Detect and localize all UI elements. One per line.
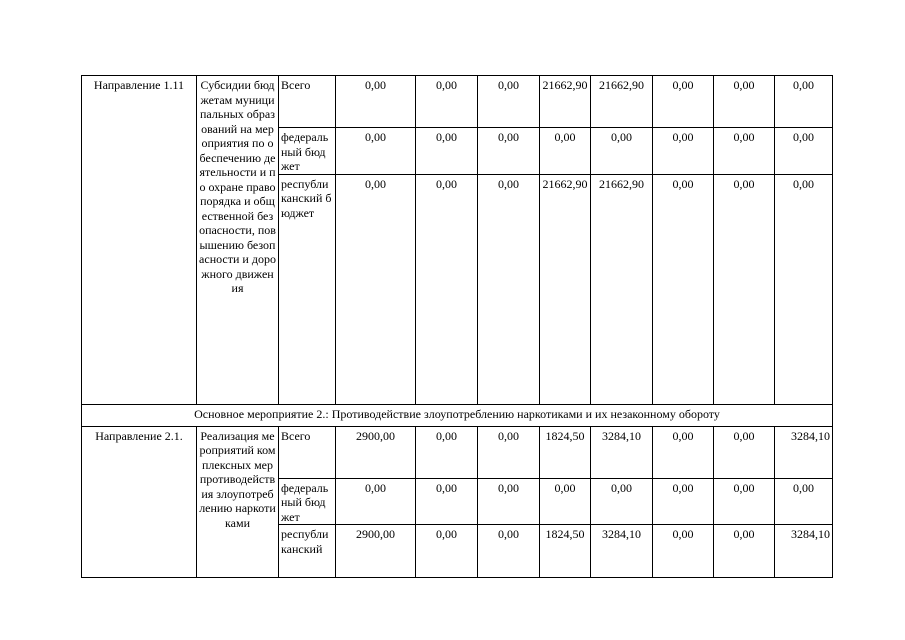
value-cell: 2900,00: [336, 426, 416, 478]
value-cell: 0,00: [478, 174, 540, 404]
direction-cell: Направление 1.11: [82, 76, 197, 405]
value-cell: 0,00: [478, 76, 540, 128]
event-cell: Субсидии бюджетам муниципальных образований на мероприятия по обеспечению деятельности и по охране правопорядка и общественной безопасности, повышению безопасности и дорожного движения: [197, 76, 279, 405]
value-cell: 0,00: [416, 76, 478, 128]
value-cell: 0,00: [478, 426, 540, 478]
value-cell: 21662,90: [591, 76, 653, 128]
value-cell: 3284,10: [775, 525, 833, 578]
value-cell: 0,00: [416, 426, 478, 478]
value-cell: 0,00: [540, 128, 591, 175]
section-row: [82, 404, 833, 426]
value-cell: 0,00: [714, 174, 775, 404]
section-title: Основное мероприятие 2.: Противодействие злоупотреблению наркотиками и их незаконному обороту: [82, 404, 833, 426]
value-cell: 0,00: [591, 128, 653, 175]
value-cell: 0,00: [775, 478, 833, 525]
value-cell: 0,00: [653, 525, 714, 578]
value-cell: 2900,00: [336, 525, 416, 578]
value-cell: 0,00: [336, 76, 416, 128]
value-cell: 21662,90: [540, 76, 591, 128]
value-cell: 0,00: [336, 478, 416, 525]
value-cell: 0,00: [416, 478, 478, 525]
value-cell: 0,00: [478, 478, 540, 525]
budget-table: [81, 75, 833, 578]
source-cell: федеральный бюджет: [279, 128, 336, 175]
value-cell: 0,00: [416, 525, 478, 578]
source-cell: республиканский бюджет: [279, 174, 336, 404]
value-cell: 0,00: [714, 76, 775, 128]
value-cell: 1824,50: [540, 426, 591, 478]
value-cell: 0,00: [653, 174, 714, 404]
source-cell: Всего: [279, 76, 336, 128]
source-cell: федеральный бюджет: [279, 478, 336, 525]
value-cell: 0,00: [591, 478, 653, 525]
value-cell: 0,00: [653, 128, 714, 175]
value-cell: 0,00: [653, 76, 714, 128]
table-row: [82, 426, 833, 478]
value-cell: 0,00: [540, 478, 591, 525]
value-cell: 0,00: [653, 426, 714, 478]
value-cell: 1824,50: [540, 525, 591, 578]
value-cell: 3284,10: [775, 426, 833, 478]
value-cell: 0,00: [714, 426, 775, 478]
value-cell: 0,00: [714, 478, 775, 525]
value-cell: 3284,10: [591, 426, 653, 478]
value-cell: 0,00: [416, 174, 478, 404]
source-cell: республиканский: [279, 525, 336, 578]
value-cell: 3284,10: [591, 525, 653, 578]
event-cell: Реализация мероприятий комплексных мер противодействия злоупотреблению наркотиками: [197, 426, 279, 578]
value-cell: 0,00: [478, 525, 540, 578]
value-cell: 0,00: [775, 76, 833, 128]
value-cell: 0,00: [714, 128, 775, 175]
value-cell: 0,00: [478, 128, 540, 175]
value-cell: 0,00: [653, 478, 714, 525]
value-cell: 0,00: [336, 128, 416, 175]
source-cell: Всего: [279, 426, 336, 478]
table-row: [82, 76, 833, 128]
value-cell: 21662,90: [591, 174, 653, 404]
value-cell: 0,00: [336, 174, 416, 404]
value-cell: 0,00: [775, 174, 833, 404]
value-cell: 0,00: [714, 525, 775, 578]
value-cell: 0,00: [416, 128, 478, 175]
direction-cell: Направление 2.1.: [82, 426, 197, 578]
value-cell: 21662,90: [540, 174, 591, 404]
value-cell: 0,00: [775, 128, 833, 175]
